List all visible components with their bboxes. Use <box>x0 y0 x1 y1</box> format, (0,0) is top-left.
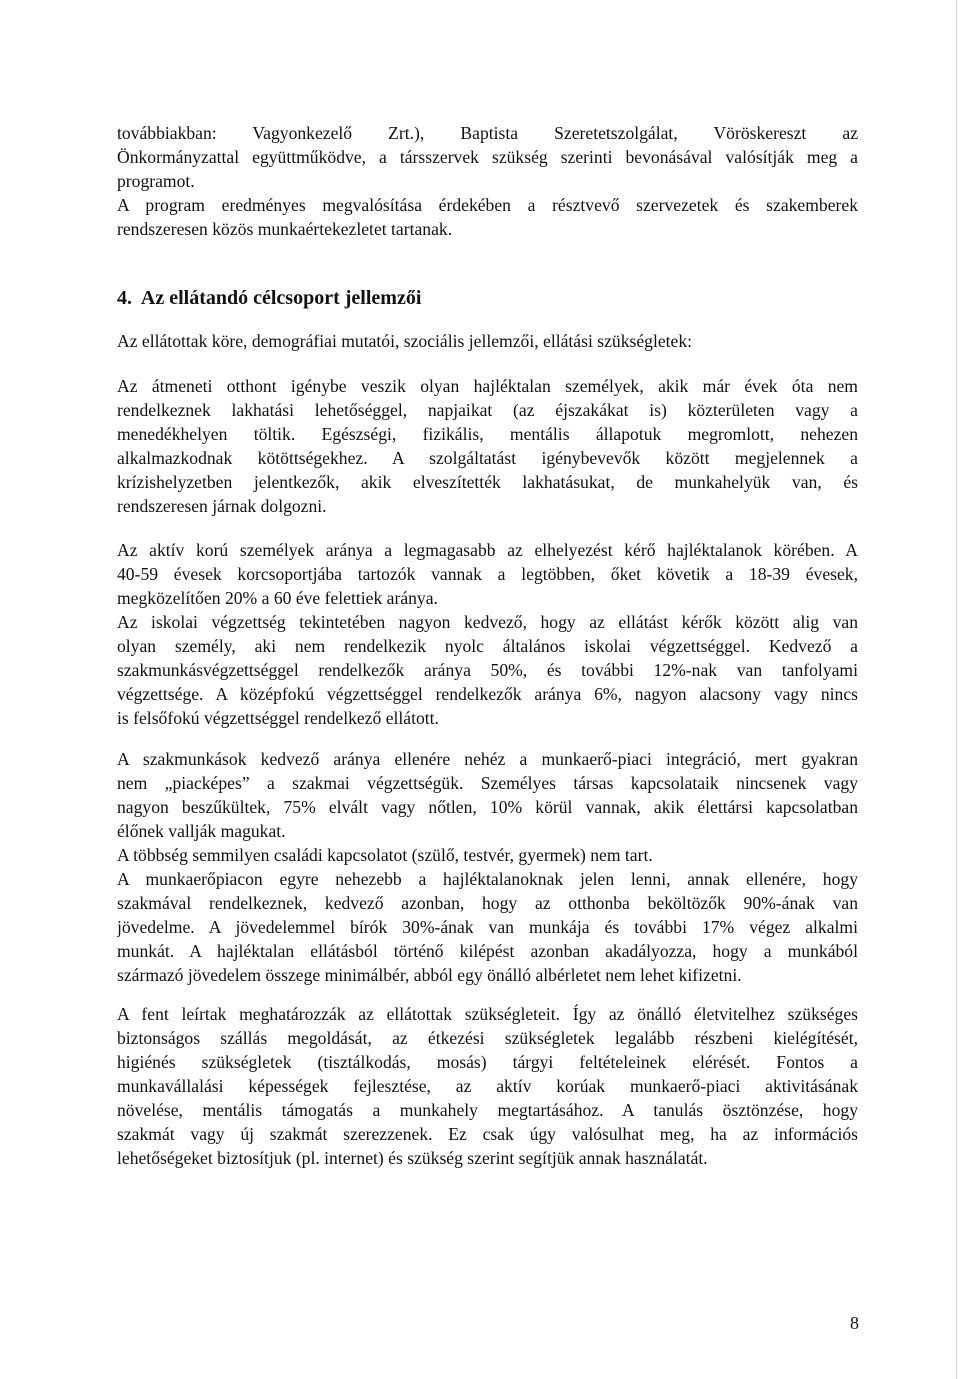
text-line: munkát. A hajléktalan ellátásból történő kilépést azonban akadályozza, hogy a munkából <box>117 941 858 961</box>
paragraph-1 <box>117 374 858 518</box>
text-line: Önkormányzattal együttműködve, a társszervek szükség szerinti bevonásával valósítják meg a <box>117 147 858 167</box>
text-line: krízishelyzetben jelentkezők, akik elveszítették lakhatásukat, de munkahelyük van, és <box>117 472 858 492</box>
text-line: higiénés szükségletek (tisztálkodás, mosás) tárgyi feltételeinek elérését. Fontos a <box>117 1052 858 1072</box>
text-line: szakmunkásvégzettséggel rendelkezők aránya 50%, és további 12%-nak van tanfolyami <box>117 660 858 680</box>
text-line: Az aktív korú személyek aránya a legmagasabb az elhelyezést kérő hajléktalanok körében. A <box>117 540 858 560</box>
text-line: élőnek vallják magukat. <box>117 821 286 841</box>
section-number: 4. <box>117 287 132 309</box>
text-line: A többség semmilyen családi kapcsolatot (szülő, testvér, gyermek) nem tart. <box>117 845 653 865</box>
text-line: menedékhelyen töltik. Egészségi, fizikális, mentális állapotuk megromlott, nehezen <box>117 424 858 444</box>
text-line: rendszeresen közös munkaértekezletet tartanak. <box>117 219 453 239</box>
text-line: Az átmeneti otthont igénybe veszik olyan hajléktalan személyek, akik már évek óta nem <box>117 376 858 396</box>
section-heading <box>117 285 421 311</box>
text-line: olyan személy, aki nem rendelkezik nyolc általános iskolai végzettséggel. Kedvező a <box>117 636 858 656</box>
page-number: 8 <box>850 1313 859 1333</box>
text-line: A munkaerőpiacon egyre nehezebb a hajléktalanoknak jelen lenni, annak ellenére, hogy <box>117 869 858 889</box>
text-line: nem „piacképes” a szakmai végzettségük. Személyes társas kapcsolataik nincsenek vagy <box>117 773 858 793</box>
subheading <box>117 329 858 353</box>
text-line: biztonságos szállás megoldását, az étkezési szükségletek legalább részbeni kielégítését, <box>117 1028 858 1048</box>
text-line: rendszeresen járnak dolgozni. <box>117 496 327 516</box>
subheading-text: Az ellátottak köre, demográfiai mutatói, szociális jellemzői, ellátási szükségletek: <box>117 331 693 351</box>
text-line: jövedelme. A jövedelemmel bírók 30%-ának van munkája és további 17% végez alkalmi <box>117 917 858 937</box>
text-line: végzettsége. A középfokú végzettséggel rendelkezők aránya 6%, nagyon alacsony vagy nincs <box>117 684 858 704</box>
intro-paragraph <box>117 121 858 241</box>
text-line: továbbiakban: Vagyonkezelő Zrt.), Baptista Szeretetszolgálat, Vöröskereszt az <box>117 123 858 143</box>
paragraph-2 <box>117 538 858 730</box>
text-line: A fent leírtak meghatározzák az ellátottak szükségleteit. Így az önálló életvitelhez szükséges <box>117 1004 858 1024</box>
paragraph-3 <box>117 747 858 987</box>
text-line: rendelkeznek lakhatási lehetőséggel, napjaikat (az éjszakákat is) közterületen vagy a <box>117 400 858 420</box>
text-line: A szakmunkások kedvező aránya ellenére nehéz a munkaerő-piaci integráció, mert gyakran <box>117 749 858 769</box>
text-line: növelése, mentális támogatás a munkahely megtartásához. A tanulás ösztönzése, hogy <box>117 1100 858 1120</box>
text-line: A program eredményes megvalósítása érdekében a résztvevő szervezetek és szakemberek <box>117 195 858 215</box>
text-line: 40-59 évesek korcsoportjába tartozók vannak a legtöbben, őket követik a 18-39 évesek, <box>117 564 858 584</box>
section-title: Az ellátandó célcsoport jellemzői <box>140 287 422 309</box>
text-line: is felsőfokú végzettséggel rendelkező ellátott. <box>117 708 439 728</box>
page-edge-divider <box>956 0 957 1379</box>
text-line: programot. <box>117 171 195 191</box>
text-line: lehetőségeket biztosítjuk (pl. internet) és szükség szerint segítjük annak használatát. <box>117 1148 708 1168</box>
text-line: Az iskolai végzettség tekintetében nagyon kedvező, hogy az ellátást kérők között alig van <box>117 612 858 632</box>
text-line: nagyon beszűkültek, 75% elvált vagy nőtlen, 10% körül vannak, akik élettársi kapcsolatban <box>117 797 858 817</box>
text-line: megközelítően 20% a 60 éve felettiek aránya. <box>117 588 438 608</box>
text-line: munkavállalási képességek fejlesztése, az aktív korúak munkaerő-piaci aktivitásának <box>117 1076 858 1096</box>
text-line: szakmával rendelkeznek, kedvező azonban, hogy az otthonba beköltözők 90%-ának van <box>117 893 858 913</box>
text-line: szakmát vagy új szakmát szerezzenek. Ez csak úgy valósulhat meg, ha az információs <box>117 1124 858 1144</box>
text-line: alkalmazkodnak kötöttségekhez. A szolgáltatást igénybevevők között megjelennek a <box>117 448 858 468</box>
text-line: származó jövedelem összege minimálbér, abból egy önálló albérletet nem lehet kifizetni. <box>117 965 742 985</box>
paragraph-4 <box>117 1002 858 1170</box>
